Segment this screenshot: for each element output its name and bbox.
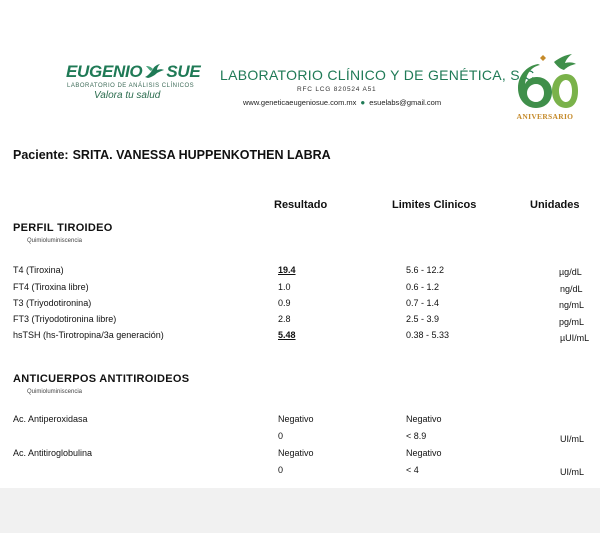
test-unit: pg/mL <box>559 317 585 327</box>
section-title: PERFIL TIROIDEO <box>13 222 113 234</box>
brand-slogan: Valora tu salud <box>94 90 161 101</box>
brand-subtitle: LABORATORIO DE ANÁLISIS CLÍNICOS <box>67 83 195 89</box>
test-limits: Negativo <box>406 414 442 424</box>
lab-rfc: RFC LCG 820524 A51 <box>297 86 377 93</box>
test-result: Negativo <box>278 448 314 458</box>
test-result: Negativo <box>278 414 314 424</box>
lab-email: esuelabs@gmail.com <box>369 98 442 107</box>
test-limits: < 4 <box>406 465 419 475</box>
patient-label: Paciente: <box>13 148 69 162</box>
test-limits: 5.6 - 12.2 <box>406 265 445 275</box>
brand-logo <box>66 62 200 101</box>
test-result: 2.8 <box>278 314 291 324</box>
test-limits: Negativo <box>406 448 442 458</box>
test-name: T3 (Triyodotironina) <box>13 298 92 308</box>
lab-contact <box>243 98 441 107</box>
test-name: FT4 (Tiroxina libre) <box>13 282 89 292</box>
section-title: ANTICUERPOS ANTITIROIDEOS <box>13 373 190 385</box>
test-result: 19.4 <box>278 265 296 275</box>
test-unit: ng/dL <box>560 284 583 294</box>
section-method: Quimioluminiscencia <box>27 238 83 244</box>
test-name: Ac. Antitiroglobulina <box>13 448 93 458</box>
test-result: 0 <box>278 431 284 441</box>
test-result: 0 <box>278 465 284 475</box>
lab-website: www.geneticaeugeniosue.com.mx <box>243 98 357 107</box>
test-unit: µUI/mL <box>560 333 590 343</box>
test-name: T4 (Tiroxina) <box>13 265 64 275</box>
brand-name <box>66 62 200 82</box>
patient-name: SRITA. VANESSA HUPPENKOTHEN LABRA <box>72 148 331 162</box>
test-unit: UI/mL <box>560 434 585 444</box>
test-result: 5.48 <box>278 330 296 340</box>
brand-name-right: SUE <box>166 62 201 81</box>
test-limits: 0.38 - 5.33 <box>406 330 450 340</box>
test-name: Ac. Antiperoxidasa <box>13 414 88 424</box>
column-header-units: Unidades <box>530 199 580 211</box>
test-limits: < 8.9 <box>406 431 427 441</box>
test-limits: 0.7 - 1.4 <box>406 298 440 308</box>
column-header-result: Resultado <box>274 199 328 211</box>
test-unit: ng/mL <box>559 300 585 310</box>
anniversary-emblem-icon <box>510 50 580 112</box>
patient-line <box>13 148 331 162</box>
test-result: 0.9 <box>278 298 291 308</box>
anniversary-label: ANIVERSARIO <box>516 112 574 121</box>
lab-title: LABORATORIO CLÍNICO Y DE GENÉTICA, S.C. <box>220 67 539 83</box>
hummingbird-icon <box>143 63 165 81</box>
test-name: hsTSH (hs-Tirotropina/3a generación) <box>13 330 164 340</box>
anniversary-logo <box>510 50 580 122</box>
column-header-limits: Limites Clinicos <box>392 199 477 211</box>
brand-name-left: EUGENIO <box>66 62 143 81</box>
bullet-icon: ● <box>360 98 366 107</box>
test-unit: µg/dL <box>559 267 582 277</box>
test-limits: 2.5 - 3.9 <box>406 314 440 324</box>
test-name: FT3 (Triyodotironina libre) <box>13 314 117 324</box>
test-limits: 0.6 - 1.2 <box>406 282 440 292</box>
test-result: 1.0 <box>278 282 291 292</box>
test-unit: UI/mL <box>560 467 585 477</box>
section-method: Quimioluminiscencia <box>27 389 83 395</box>
